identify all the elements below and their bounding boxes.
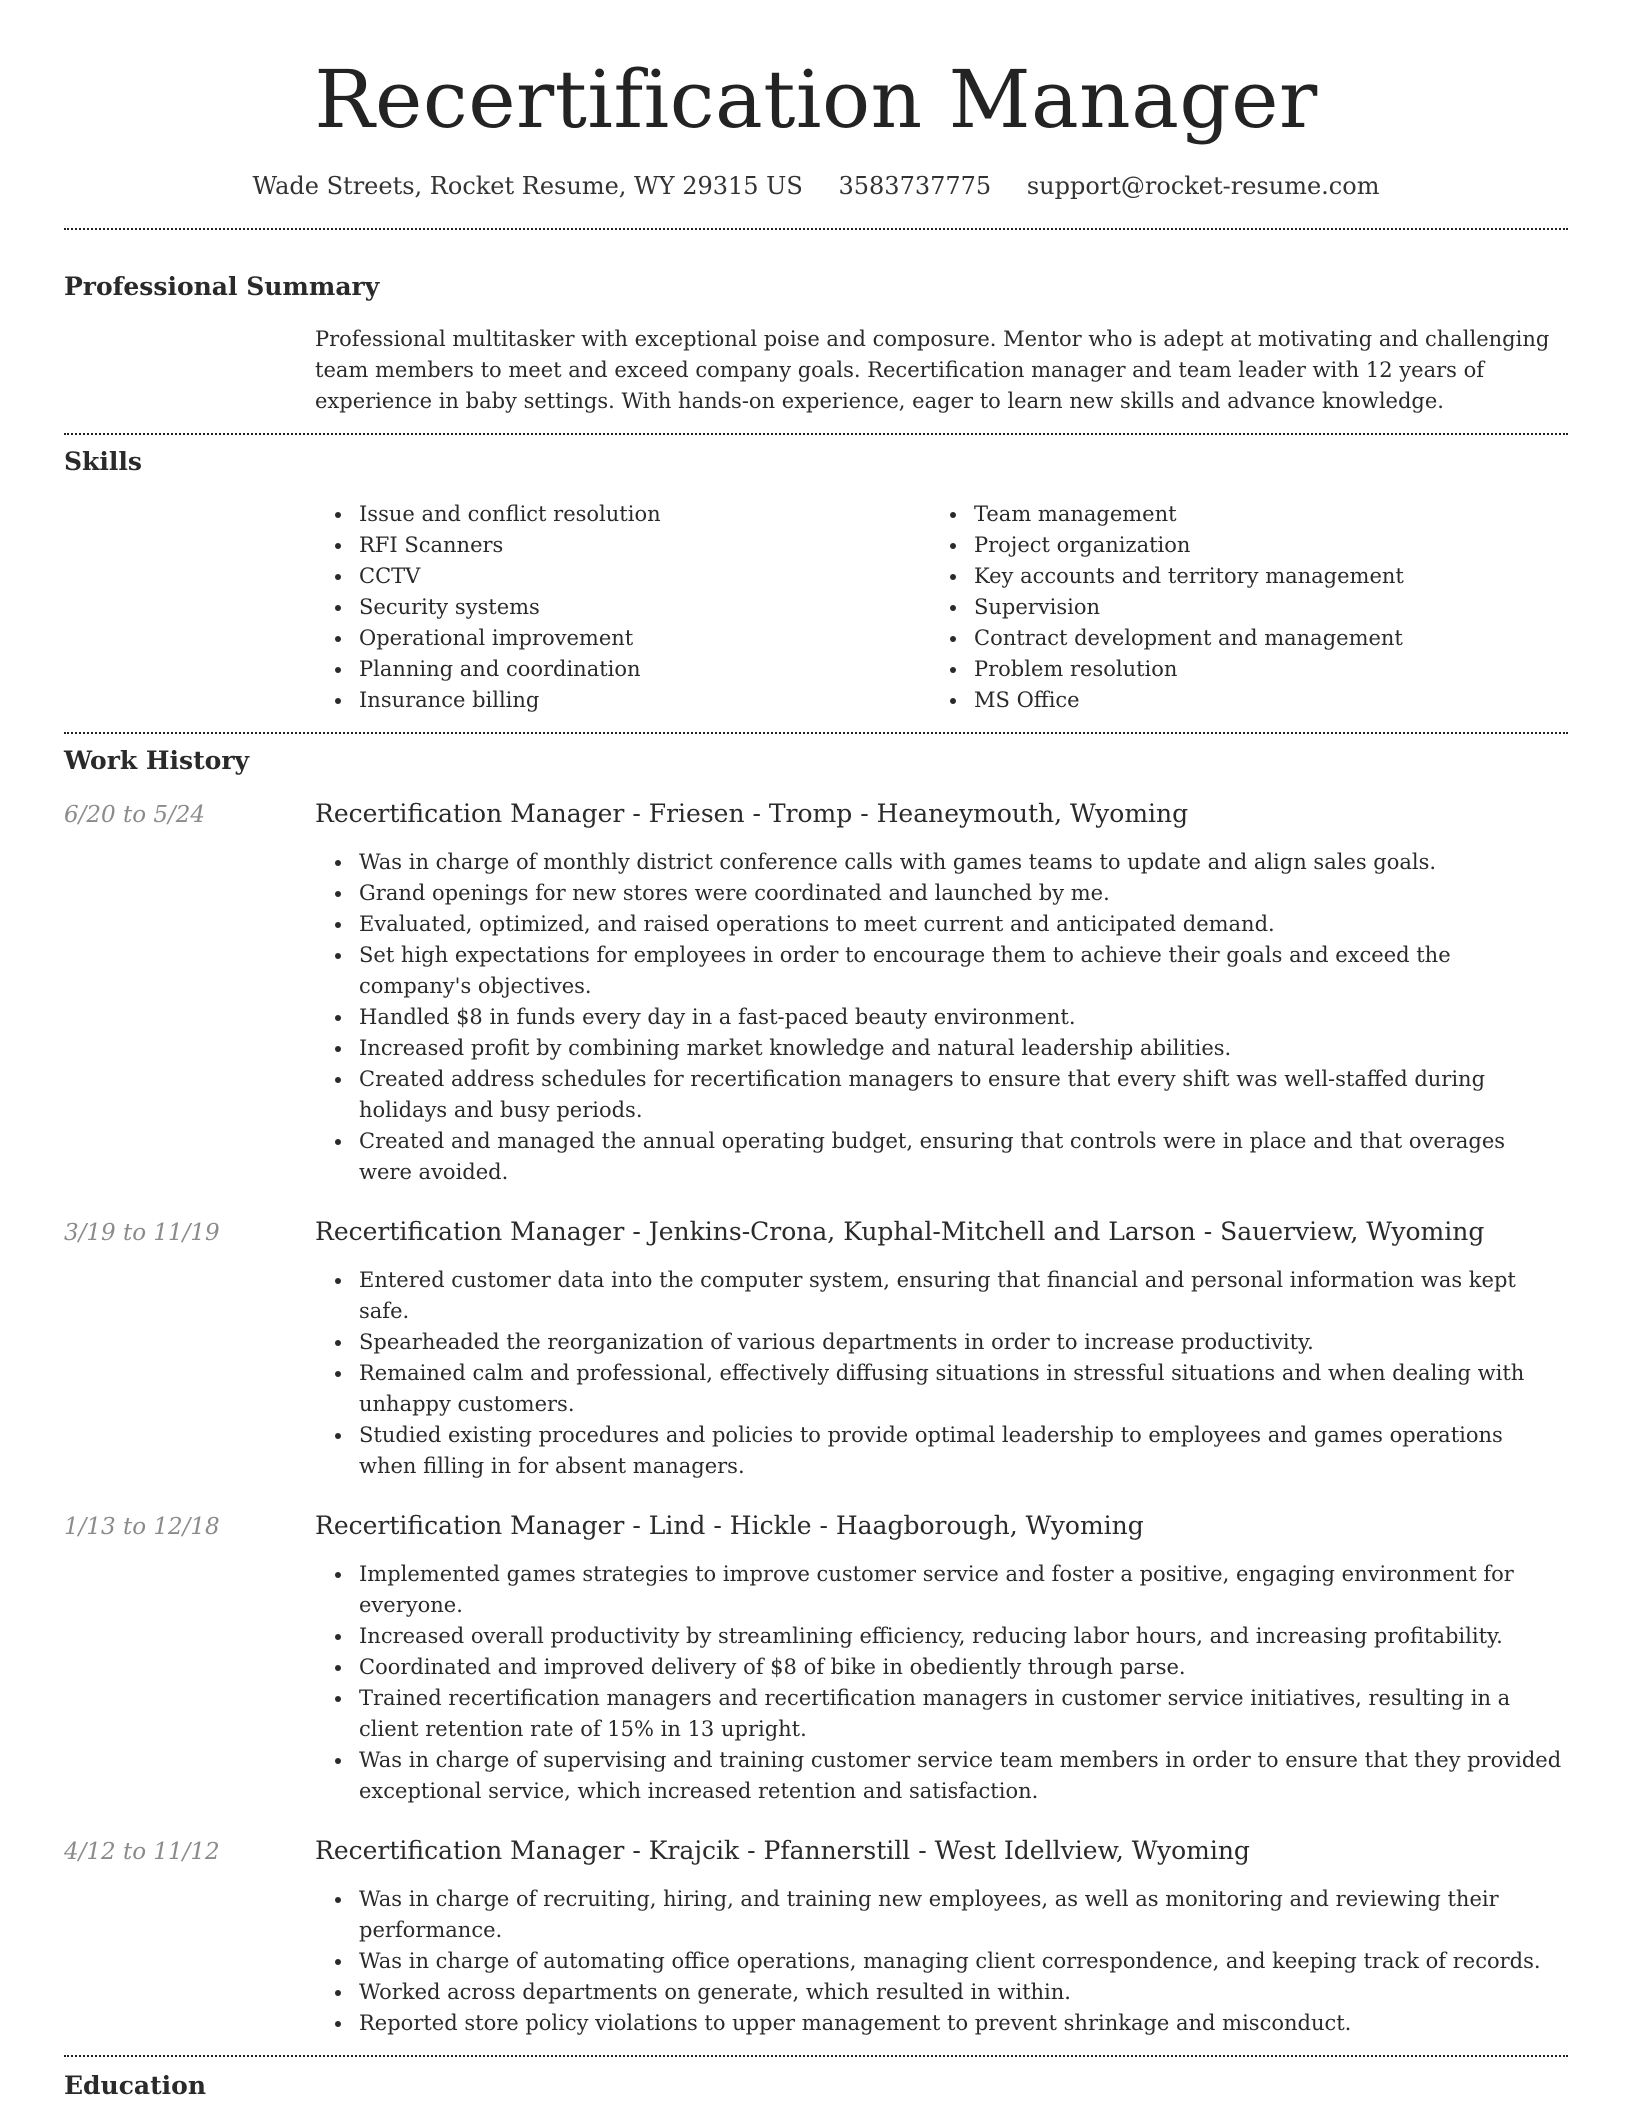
education-section — [64, 2057, 1568, 2103]
skill-item: Supervision — [930, 592, 1545, 623]
job-header — [64, 1216, 1568, 1249]
contact-line — [64, 170, 1568, 202]
skill-item: Security systems — [315, 592, 930, 623]
job-bullet: Handled $8 in funds every day in a fast-paced beauty environment. — [315, 1002, 1562, 1033]
job-entry — [64, 1510, 1568, 1807]
job-bullets — [315, 847, 1568, 1188]
skill-item: Contract development and management — [930, 623, 1545, 654]
contact-phone: 3583737775 — [838, 172, 992, 200]
job-entry — [64, 1835, 1568, 2039]
job-bullet: Coordinated and improved delivery of $8 of bike in obediently through parse. — [315, 1652, 1562, 1683]
job-bullet: Created and managed the annual operating budget, ensuring that controls were in place and that overages were avoided. — [315, 1126, 1562, 1188]
job-entry — [64, 1216, 1568, 1482]
summary-text: Professional multitasker with exceptional poise and composure. Mentor who is adept at motivating and challenging team members to meet and exceed company goals. Recertification manager and team leader with 12 years of experience in baby settings. With hands-on experience, eager to learn new skills and advance knowledge. — [315, 327, 1550, 413]
work-history-section — [64, 734, 1568, 2055]
job-bullets — [315, 1265, 1568, 1482]
skill-item: Planning and coordination — [315, 654, 930, 685]
skills-section — [64, 435, 1568, 732]
job-bullet: Grand openings for new stores were coordinated and launched by me. — [315, 878, 1562, 909]
job-bullet: Spearheaded the reorganization of various departments in order to increase productivity. — [315, 1327, 1562, 1358]
skill-item: Problem resolution — [930, 654, 1545, 685]
summary-heading: Professional Summary — [64, 272, 380, 301]
skill-item: Operational improvement — [315, 623, 930, 654]
contact-address: Wade Streets, Rocket Resume, WY 29315 US — [252, 172, 803, 200]
skill-item: MS Office — [930, 685, 1545, 716]
job-title: Recertification Manager - Lind - Hickle - Haagborough, Wyoming — [315, 1511, 1144, 1540]
job-bullet: Increased profit by combining market knowledge and natural leadership abilities. — [315, 1033, 1562, 1064]
contact-email: support@rocket-resume.com — [1026, 172, 1380, 200]
job-bullet: Set high expectations for employees in order to encourage them to achieve their goals and exceed the company's objectives. — [315, 940, 1562, 1002]
job-bullet: Entered customer data into the computer system, ensuring that financial and personal information was kept safe. — [315, 1265, 1562, 1327]
job-bullet: Reported store policy violations to upper management to prevent shrinkage and misconduct. — [315, 2008, 1562, 2039]
job-bullet: Created address schedules for recertification managers to ensure that every shift was well-staffed during holidays and busy periods. — [315, 1064, 1562, 1126]
job-title: Recertification Manager - Krajcik - Pfannerstill - West Idellview, Wyoming — [315, 1836, 1250, 1865]
skill-item: RFI Scanners — [315, 530, 930, 561]
job-header — [64, 798, 1568, 831]
job-title: Recertification Manager - Jenkins-Crona, Kuphal-Mitchell and Larson - Sauerview, Wyoming — [315, 1217, 1485, 1246]
job-dates: 1/13 to 12/18 — [64, 1514, 220, 1540]
job-bullet: Was in charge of recruiting, hiring, and training new employees, as well as monitoring and reviewing their performance. — [315, 1884, 1562, 1946]
job-dates: 4/12 to 11/12 — [64, 1839, 220, 1865]
job-title: Recertification Manager - Friesen - Tromp - Heaneymouth, Wyoming — [315, 799, 1189, 828]
work-history-heading: Work History — [64, 746, 250, 775]
job-header — [64, 1510, 1568, 1543]
job-bullet: Evaluated, optimized, and raised operations to meet current and anticipated demand. — [315, 909, 1562, 940]
job-bullet: Implemented games strategies to improve customer service and foster a positive, engaging environment for everyone. — [315, 1559, 1562, 1621]
skill-item: Issue and conflict resolution — [315, 499, 930, 530]
skill-item: Key accounts and territory management — [930, 561, 1545, 592]
resume-name: Recertification Manager — [314, 53, 1318, 146]
job-bullet: Trained recertification managers and recertification managers in customer service initiatives, resulting in a client retention rate of 15% in 13 upright. — [315, 1683, 1562, 1745]
job-entry — [64, 798, 1568, 1188]
summary-section — [64, 230, 1568, 433]
education-heading: Education — [64, 2071, 207, 2100]
skills-grid — [315, 499, 1568, 716]
job-bullets — [315, 1559, 1568, 1807]
skill-item: Team management — [930, 499, 1545, 530]
job-bullet: Studied existing procedures and policies to provide optimal leadership to employees and games operations when filling in for absent managers. — [315, 1420, 1562, 1482]
job-bullets — [315, 1884, 1568, 2039]
skill-item: Insurance billing — [315, 685, 930, 716]
job-bullet: Was in charge of monthly district conference calls with games teams to update and align sales goals. — [315, 847, 1562, 878]
job-bullet: Remained calm and professional, effectively diffusing situations in stressful situations and when dealing with unhappy customers. — [315, 1358, 1562, 1420]
job-bullet: Was in charge of supervising and training customer service team members in order to ensure that they provided exceptional service, which increased retention and satisfaction. — [315, 1745, 1562, 1807]
skill-item: CCTV — [315, 561, 930, 592]
job-bullet: Worked across departments on generate, which resulted in within. — [315, 1977, 1562, 2008]
skills-list-right — [930, 499, 1545, 716]
job-bullet: Increased overall productivity by streamlining efficiency, reducing labor hours, and increasing profitability. — [315, 1621, 1562, 1652]
job-bullet: Was in charge of automating office operations, managing client correspondence, and keeping track of records. — [315, 1946, 1562, 1977]
job-header — [64, 1835, 1568, 1868]
job-dates: 3/19 to 11/19 — [64, 1220, 220, 1246]
skills-heading: Skills — [64, 447, 142, 476]
job-dates: 6/20 to 5/24 — [64, 802, 206, 828]
skill-item: Project organization — [930, 530, 1545, 561]
skills-list-left — [315, 499, 930, 716]
resume-page — [64, 0, 1568, 2103]
